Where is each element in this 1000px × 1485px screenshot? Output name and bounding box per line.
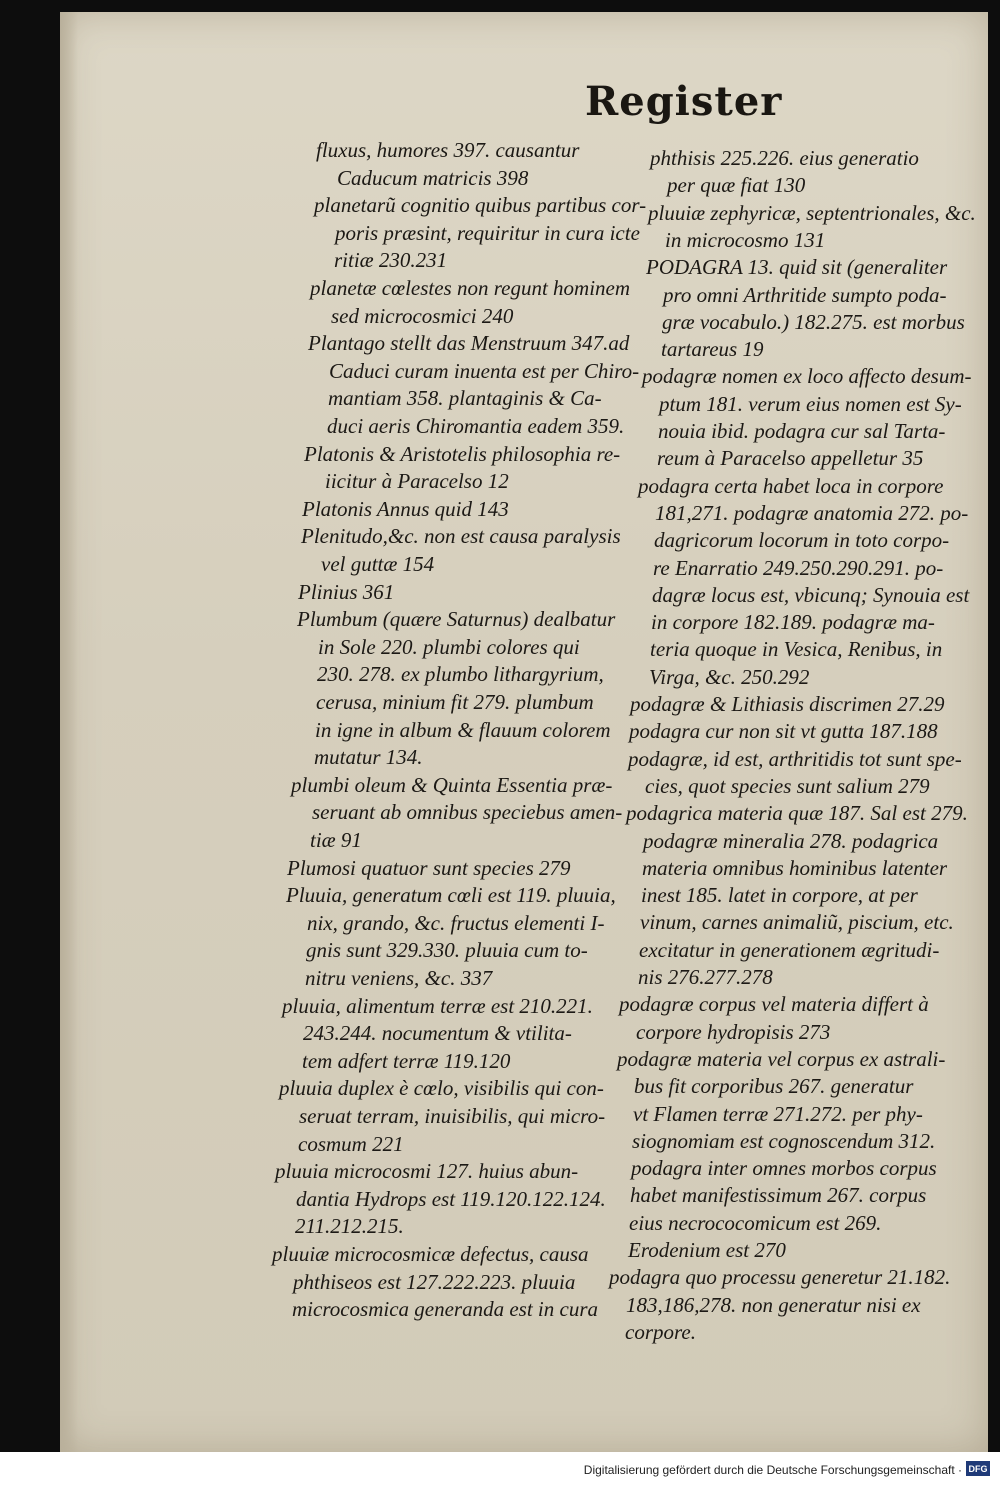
index-entry-line: sed microcosmici 240 [331, 303, 514, 328]
index-entry-line: Plenitudo,&c. non est causa paralysis [301, 524, 621, 549]
index-entry-line: Plantago stellt das Menstruum 347.ad [308, 331, 630, 356]
index-entry-line: fluxus, humores 397. causantur [316, 138, 580, 162]
index-entry-line: podagræ nomen ex loco affecto desum- [642, 364, 972, 389]
index-entry-line: podagræ materia vel corpus ex astrali- [617, 1046, 946, 1071]
index-entry-line: Plumbum (quære Saturnus) dealbatur [297, 607, 616, 632]
dfg-logo-icon: DFG [966, 1461, 990, 1476]
index-entry-line: plumbi oleum & Quinta Essentia præ- [291, 772, 613, 797]
index-entry-line: nix, grando, &c. fructus elementi I- [307, 910, 605, 935]
page-gutter-shadow [60, 12, 78, 1452]
index-entry-line: Plumosi quatuor sunt species 279 [287, 855, 571, 880]
index-entry-line: pluuia duplex è cœlo, visibilis qui con- [279, 1076, 604, 1101]
page-header: Register [585, 78, 783, 125]
index-entry-line: Plinius 361 [298, 579, 395, 604]
index-entry-line: seruant ab omnibus speciebus amen- [312, 800, 623, 825]
index-entry-line: podagra certa habet loca in corpore [638, 473, 944, 498]
index-entry-line: nitru veniens, &c. 337 [305, 966, 493, 990]
index-entry-line: in corpore 182.189. podagræ ma- [651, 610, 935, 635]
index-entry-line: pluuiæ zephyricæ, septentrionales, &c. [648, 200, 976, 225]
index-entry-line: tartareus 19 [661, 337, 764, 362]
index-entry-line: Caducum matricis 398 [337, 165, 529, 190]
index-entry-line: podagra inter omnes morbos corpus [631, 1156, 937, 1181]
index-entry-line: planetæ cœlestes non regunt hominem [310, 276, 631, 300]
index-entry-line: Platonis & Aristotelis philosophia re- [304, 441, 621, 466]
index-entry-line: in microcosmo 131 [665, 227, 826, 252]
footer-credit: Digitalisierung gefördert durch die Deutsche Forschungsgemeinschaft · [583, 1463, 962, 1477]
index-entry-line: 211.212.215. [295, 1214, 404, 1239]
index-entry-line: iicitur à Paracelso 12 [325, 469, 509, 494]
index-entry-line: vel guttæ 154 [321, 552, 435, 576]
footer-bar [0, 1452, 1000, 1485]
index-entry-line: podagræ corpus vel materia differt à [619, 992, 929, 1017]
index-entry-line: 230. 278. ex plumbo lithargyrium, [317, 662, 604, 687]
index-entry-line: phthiseos est 127.222.223. pluuia [293, 1269, 576, 1294]
index-entry-line: in igne in album & flauum colorem [315, 717, 611, 742]
index-entry-line: tem adfert terræ 119.120 [302, 1048, 511, 1073]
index-entry-line: 181,271. podagræ anatomia 272. po- [655, 500, 969, 525]
index-entry-line: cies, quot species sunt salium 279 [645, 773, 930, 798]
index-entry-line: vt Flamen terræ 271.272. per phy- [633, 1101, 923, 1126]
index-entry-line: dagricorum locorum in toto corpo- [654, 528, 950, 553]
index-entry-line: cerusa, minium fit 279. plumbum [316, 690, 594, 714]
index-entry-line: Erodenium est 270 [628, 1238, 786, 1262]
index-entry-line: nis 276.277.278 [638, 965, 773, 989]
index-entry-line: siognomiam est cognoscendum 312. [632, 1128, 936, 1153]
index-entry-line: 183,186,278. non generatur nisi ex [626, 1292, 921, 1317]
index-entry-line: podagræ, id est, arthritidis tot sunt spe- [628, 746, 962, 771]
index-entry-line: duci aeris Chiromantia eadem 359. [327, 414, 625, 438]
index-entry-line: ptum 181. verum eius nomen est Sy- [659, 391, 962, 416]
index-entry-line: inest 185. latet in corpore, at per [641, 883, 918, 908]
index-entry-line: dantia Hydrops est 119.120.122.124. [296, 1186, 606, 1211]
index-entry-line: tiæ 91 [310, 828, 362, 852]
index-entry-line: habet manifestissimum 267. corpus [630, 1183, 927, 1208]
index-entry-line: PODAGRA 13. quid sit (generaliter [646, 255, 948, 280]
index-entry-line: eius necrococomicum est 269. [629, 1210, 882, 1235]
index-entry-line: Pluuia, generatum cœli est 119. pluuia, [286, 883, 616, 908]
index-entry-line: phthisis 225.226. eius generatio [650, 146, 919, 170]
index-entry-line: in Sole 220. plumbi colores qui [318, 634, 580, 659]
index-entry-line: reum à Paracelso appelletur 35 [657, 446, 924, 471]
index-entry-line: podagrica materia quæ 187. Sal est 279. [626, 801, 968, 826]
index-entry-line: microcosmica generanda est in cura [292, 1297, 598, 1322]
index-entry-line: poris præsint, requiritur in cura icte [335, 220, 640, 245]
index-entry-line: cosmum 221 [298, 1131, 404, 1156]
index-entry-line: podagræ mineralia 278. podagrica [643, 828, 939, 853]
index-entry-line: excitatur in generationem ægritudi- [639, 937, 940, 962]
index-entry-line: corpore hydropisis 273 [636, 1019, 831, 1044]
index-entry-line: pluuiæ microcosmicæ defectus, causa [272, 1242, 589, 1266]
index-entry-line: podagra quo processu generetur 21.182. [609, 1265, 951, 1290]
index-entry-line: gnis sunt 329.330. pluuia cum to- [306, 938, 588, 963]
index-entry-line: pluuia, alimentum terræ est 210.221. [282, 993, 593, 1018]
index-entry-line: bus fit corporibus 267. generatur [634, 1074, 914, 1099]
index-entry-line: mutatur 134. [314, 745, 423, 770]
index-entry-line: teria quoque in Vesica, Renibus, in [650, 637, 943, 662]
index-entry-line: græ vocabulo.) 182.275. est morbus [662, 309, 965, 334]
index-entry-line: ritiæ 230.231 [334, 248, 448, 273]
index-entry-line: Platonis Annus quid 143 [302, 496, 509, 521]
index-entry-line: per quæ fiat 130 [667, 173, 806, 198]
index-entry-line: mantiam 358. plantaginis & Ca- [328, 386, 602, 411]
index-entry-line: nouia ibid. podagra cur sal Tarta- [658, 419, 946, 443]
index-entry-line: dagræ locus est, vbicunq; Synouia est [652, 582, 970, 607]
index-entry-line: pro omni Arthritide sumpto poda- [663, 282, 947, 307]
index-entry-line: podagra cur non sit vt gutta 187.188 [629, 719, 938, 744]
index-entry-line: Virga, &c. 250.292 [649, 664, 810, 689]
index-entry-line: re Enarratio 249.250.290.291. po- [653, 555, 944, 580]
index-entry-line: pluuia microcosmi 127. huius abun- [275, 1159, 579, 1184]
index-entry-line: vinum, carnes animaliũ, piscium, etc. [640, 910, 954, 935]
index-entry-line: Caduci curam inuenta est per Chiro- [329, 358, 640, 383]
index-entry-line: corpore. [625, 1319, 696, 1344]
index-entry-line: podagræ & Lithiasis discrimen 27.29 [630, 692, 945, 716]
index-entry-line: planetarũ cognitio quibus partibus cor- [314, 193, 647, 218]
index-entry-line: 243.244. nocumentum & vtilita- [303, 1021, 572, 1046]
index-entry-line: materia omnibus hominibus latenter [642, 855, 948, 880]
index-entry-line: seruat terram, inuisibilis, qui micro- [299, 1104, 606, 1128]
